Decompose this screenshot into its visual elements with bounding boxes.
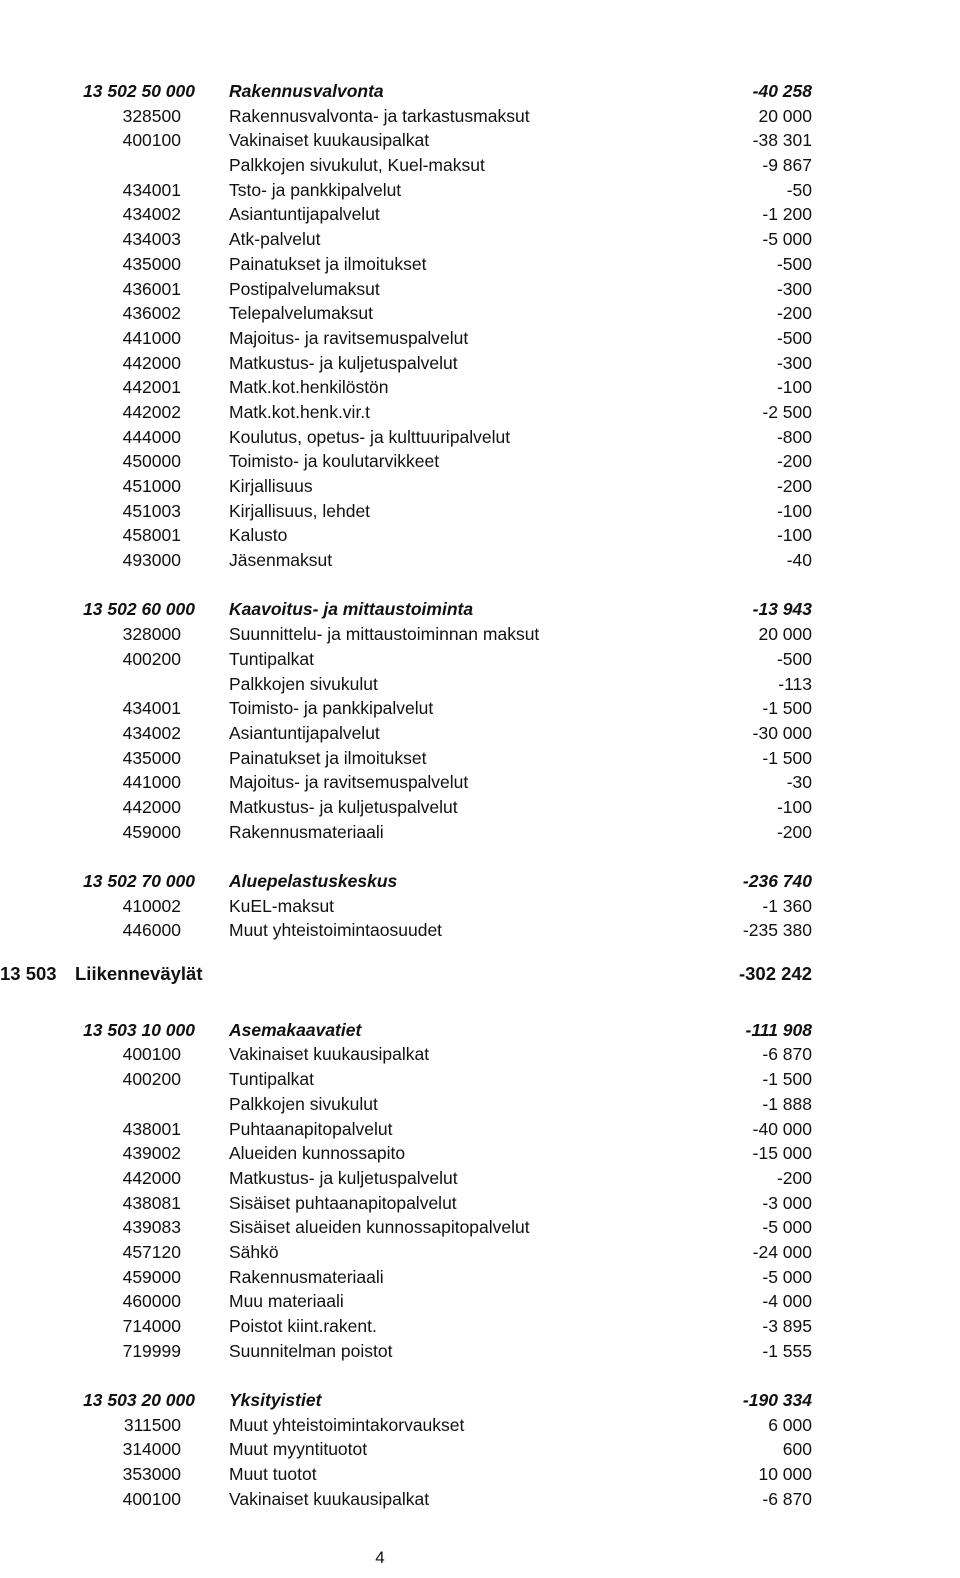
account-name: Majoitus- ja ravitsemuspalvelut xyxy=(229,772,469,793)
amount: -200 xyxy=(776,451,812,472)
amount: -40 258 xyxy=(752,81,812,101)
amount: -2 500 xyxy=(762,401,812,422)
account-row xyxy=(0,548,960,573)
account-row xyxy=(0,1191,960,1216)
amount: -200 xyxy=(776,821,812,842)
account-row xyxy=(0,1437,960,1462)
account-row xyxy=(0,770,960,795)
amount: -6 870 xyxy=(762,1044,812,1065)
subsection-header-row xyxy=(0,1018,960,1043)
account-row xyxy=(0,1141,960,1166)
account-name: Tuntipalkat xyxy=(229,648,314,669)
amount: 10 000 xyxy=(758,1464,812,1485)
account-code: 400100 xyxy=(122,1044,181,1065)
account-row xyxy=(0,622,960,647)
amount: -3 895 xyxy=(762,1316,812,1336)
account-name: Liikenneväylät xyxy=(75,963,203,985)
amount: -40 000 xyxy=(752,1118,812,1139)
account-row xyxy=(0,1265,960,1290)
amount: 6 000 xyxy=(768,1414,812,1435)
account-code: 400200 xyxy=(122,648,181,669)
amount: -500 xyxy=(776,253,812,274)
account-name: Toimisto- ja pankkipalvelut xyxy=(229,698,434,719)
amount: -1 200 xyxy=(762,204,812,225)
account-code: 435000 xyxy=(122,747,181,768)
account-code: 719999 xyxy=(122,1340,181,1361)
account-code: 460000 xyxy=(122,1291,181,1312)
account-row xyxy=(0,1215,960,1240)
account-row xyxy=(0,227,960,252)
account-code: 459000 xyxy=(122,1266,181,1287)
amount: -200 xyxy=(776,476,812,496)
account-row xyxy=(0,1042,960,1067)
amount: -1 500 xyxy=(762,1069,812,1090)
amount: -40 xyxy=(786,550,812,571)
amount: -300 xyxy=(776,352,812,373)
amount: -5 000 xyxy=(762,1266,812,1287)
account-name: Toimisto- ja koulutarvikkeet xyxy=(229,451,440,472)
account-row xyxy=(0,202,960,227)
account-code: 13 503 20 000 xyxy=(83,1390,195,1411)
account-name: Poistot kiint.rakent. xyxy=(229,1316,377,1336)
amount: -1 500 xyxy=(762,747,812,768)
amount: -200 xyxy=(776,1167,812,1188)
account-code: 441000 xyxy=(122,327,181,348)
account-row xyxy=(0,672,960,697)
account-code: 444000 xyxy=(122,426,181,447)
account-name: Tuntipalkat xyxy=(229,1069,314,1090)
subsection-header-row xyxy=(0,79,960,104)
amount: -13 943 xyxy=(752,599,812,620)
account-code: 438001 xyxy=(122,1118,181,1139)
account-code: 311500 xyxy=(123,1414,181,1435)
amount: -1 500 xyxy=(762,698,812,719)
account-code: 439002 xyxy=(122,1143,181,1164)
account-name: Asiantuntijapalvelut xyxy=(229,722,380,743)
account-code: 459000 xyxy=(122,821,181,842)
account-row xyxy=(0,894,960,919)
account-row xyxy=(0,795,960,820)
amount: -236 740 xyxy=(742,871,812,891)
account-code: 400100 xyxy=(122,1488,181,1509)
account-row xyxy=(0,721,960,746)
account-name: Kirjallisuus xyxy=(229,476,313,496)
account-row xyxy=(0,400,960,425)
account-name: Muut yhteistoimintakorvaukset xyxy=(229,1414,465,1435)
account-code: 438081 xyxy=(122,1192,181,1213)
amount: -6 870 xyxy=(762,1488,812,1509)
account-name: Tsto- ja pankkipalvelut xyxy=(229,179,402,200)
account-row xyxy=(0,104,960,129)
budget-table xyxy=(0,79,960,1512)
account-name: Matkustus- ja kuljetuspalvelut xyxy=(229,352,458,373)
amount: -100 xyxy=(776,500,812,521)
account-code: 451003 xyxy=(122,500,181,521)
account-name: Kalusto xyxy=(229,525,288,546)
account-row xyxy=(0,178,960,203)
account-row xyxy=(0,1462,960,1487)
account-row xyxy=(0,499,960,524)
account-name: Sisäiset puhtaanapitopalvelut xyxy=(229,1192,457,1213)
amount: -111 908 xyxy=(745,1019,812,1040)
account-code: 439083 xyxy=(122,1217,181,1238)
account-name: Aluepelastuskeskus xyxy=(229,871,398,891)
account-code: 434002 xyxy=(122,722,181,743)
account-code: 328000 xyxy=(122,624,181,645)
account-name: Rakennusmateriaali xyxy=(229,1266,384,1287)
account-code: 451000 xyxy=(122,476,181,496)
account-row xyxy=(0,1339,960,1364)
amount: -190 334 xyxy=(742,1390,812,1411)
amount: -3 000 xyxy=(762,1192,812,1213)
account-name: Matk.kot.henkilöstön xyxy=(229,377,389,398)
amount: -100 xyxy=(776,796,812,817)
account-name: Suunnitelman poistot xyxy=(229,1340,393,1361)
account-row xyxy=(0,696,960,721)
account-code: 328500 xyxy=(122,105,181,126)
account-name: Koulutus, opetus- ja kulttuuripalvelut xyxy=(229,426,511,447)
amount: -100 xyxy=(776,525,812,546)
account-code: 434002 xyxy=(122,204,181,225)
amount: -4 000 xyxy=(762,1291,812,1312)
account-name: Asemakaavatiet xyxy=(229,1019,362,1040)
account-code: 434001 xyxy=(122,698,181,719)
account-name: Muut tuotot xyxy=(229,1464,317,1485)
account-row xyxy=(0,301,960,326)
amount: -800 xyxy=(776,426,812,447)
account-code: 13 503 xyxy=(0,963,57,985)
amount: -302 242 xyxy=(738,963,812,985)
account-name: Postipalvelumaksut xyxy=(229,278,380,299)
subsection-header-row xyxy=(0,1388,960,1413)
account-row xyxy=(0,820,960,845)
account-code: 442000 xyxy=(122,352,181,373)
account-row xyxy=(0,523,960,548)
amount: -300 xyxy=(776,278,812,299)
account-name: KuEL-maksut xyxy=(229,895,335,916)
amount: -113 xyxy=(778,673,812,694)
account-row xyxy=(0,647,960,672)
account-code: 442000 xyxy=(122,1167,181,1188)
account-code: 450000 xyxy=(122,451,181,472)
account-row xyxy=(0,1240,960,1265)
account-name: Vakinaiset kuukausipalkat xyxy=(229,130,430,151)
amount: -5 000 xyxy=(762,229,812,250)
amount: -1 888 xyxy=(762,1093,812,1114)
account-row xyxy=(0,1166,960,1191)
account-name: Matk.kot.henk.vir.t xyxy=(229,401,371,422)
account-code: 410002 xyxy=(122,895,181,916)
page-number: 4 xyxy=(375,1548,385,1567)
amount: -38 301 xyxy=(752,130,812,151)
account-name: Palkkojen sivukulut xyxy=(229,1093,378,1114)
account-code: 434003 xyxy=(122,229,181,250)
account-code: 436002 xyxy=(122,303,181,324)
amount: 20 000 xyxy=(758,105,812,126)
amount: -9 867 xyxy=(762,155,812,176)
amount: -50 xyxy=(786,179,812,200)
account-name: Matkustus- ja kuljetuspalvelut xyxy=(229,796,458,817)
account-row xyxy=(0,1067,960,1092)
account-code: 435000 xyxy=(122,253,181,274)
account-code: 493000 xyxy=(122,550,181,571)
account-row xyxy=(0,252,960,277)
account-row xyxy=(0,326,960,351)
account-name: Painatukset ja ilmoitukset xyxy=(229,747,427,768)
amount: -30 xyxy=(786,772,812,793)
account-row xyxy=(0,474,960,499)
account-code: 13 502 60 000 xyxy=(83,599,195,620)
account-name: Rakennusmateriaali xyxy=(229,821,384,842)
account-name: Telepalvelumaksut xyxy=(229,303,373,324)
account-name: Kirjallisuus, lehdet xyxy=(229,500,371,521)
account-code: 714000 xyxy=(122,1316,181,1336)
section-header-row xyxy=(0,955,960,993)
amount: -100 xyxy=(776,377,812,398)
account-name: Majoitus- ja ravitsemuspalvelut xyxy=(229,327,469,348)
amount: -15 000 xyxy=(752,1143,812,1164)
subsection-header-row xyxy=(0,597,960,622)
account-name: Sisäiset alueiden kunnossapitopalvelut xyxy=(229,1217,530,1238)
account-row xyxy=(0,918,960,943)
account-code: 434001 xyxy=(122,179,181,200)
account-code: 400100 xyxy=(122,130,181,151)
account-code: 442002 xyxy=(122,401,181,422)
account-row xyxy=(0,746,960,771)
account-name: Matkustus- ja kuljetuspalvelut xyxy=(229,1167,458,1188)
amount: -500 xyxy=(776,327,812,348)
account-row xyxy=(0,1289,960,1314)
account-row xyxy=(0,375,960,400)
amount: -1 360 xyxy=(762,895,812,916)
account-name: Kaavoitus- ja mittaustoiminta xyxy=(229,599,474,620)
account-row xyxy=(0,1314,960,1339)
account-name: Alueiden kunnossapito xyxy=(229,1143,406,1164)
account-name: Suunnittelu- ja mittaustoiminnan maksut xyxy=(229,624,540,645)
account-code: 458001 xyxy=(122,525,181,546)
account-code: 436001 xyxy=(122,278,181,299)
amount: 20 000 xyxy=(758,624,812,645)
account-name: Vakinaiset kuukausipalkat xyxy=(229,1044,430,1065)
amount: -5 000 xyxy=(762,1217,812,1238)
amount: -500 xyxy=(776,648,812,669)
subsection-header-row xyxy=(0,869,960,894)
account-code: 13 503 10 000 xyxy=(83,1019,195,1040)
account-name: Muut myyntituotot xyxy=(229,1439,368,1460)
account-code: 457120 xyxy=(122,1241,181,1262)
account-row xyxy=(0,1487,960,1512)
account-name: Jäsenmaksut xyxy=(229,550,333,571)
account-code: 353000 xyxy=(122,1464,181,1485)
account-row xyxy=(0,351,960,376)
account-code: 441000 xyxy=(122,772,181,793)
account-row xyxy=(0,1092,960,1117)
account-name: Palkkojen sivukulut xyxy=(229,673,378,694)
amount: -1 555 xyxy=(762,1340,812,1361)
amount: 600 xyxy=(782,1439,812,1460)
account-code: 314000 xyxy=(122,1439,181,1460)
account-row xyxy=(0,128,960,153)
account-name: Muu materiaali xyxy=(229,1291,344,1312)
account-name: Palkkojen sivukulut, Kuel-maksut xyxy=(229,155,485,176)
account-name: Rakennusvalvonta xyxy=(229,81,384,101)
account-row xyxy=(0,277,960,302)
account-code: 446000 xyxy=(122,920,181,941)
account-row xyxy=(0,1117,960,1142)
account-name: Atk-palvelut xyxy=(229,229,321,250)
account-name: Puhtaanapitopalvelut xyxy=(229,1118,393,1139)
amount: -30 000 xyxy=(752,722,812,743)
account-code: 400200 xyxy=(122,1069,181,1090)
account-code: 442000 xyxy=(122,796,181,817)
account-name: Vakinaiset kuukausipalkat xyxy=(229,1488,430,1509)
account-name: Asiantuntijapalvelut xyxy=(229,204,380,225)
account-row xyxy=(0,449,960,474)
account-name: Yksityistiet xyxy=(229,1390,322,1411)
account-code: 13 502 50 000 xyxy=(83,81,195,101)
amount: -24 000 xyxy=(752,1241,812,1262)
account-row xyxy=(0,153,960,178)
account-name: Rakennusvalvonta- ja tarkastusmaksut xyxy=(229,105,530,126)
account-code: 13 502 70 000 xyxy=(83,871,195,891)
amount: -235 380 xyxy=(742,920,812,941)
account-row xyxy=(0,1413,960,1438)
account-code: 442001 xyxy=(122,377,181,398)
account-name: Sähkö xyxy=(229,1241,279,1262)
account-name: Muut yhteistoimintaosuudet xyxy=(229,920,443,941)
amount: -200 xyxy=(776,303,812,324)
account-name: Painatukset ja ilmoitukset xyxy=(229,253,427,274)
account-row xyxy=(0,425,960,450)
